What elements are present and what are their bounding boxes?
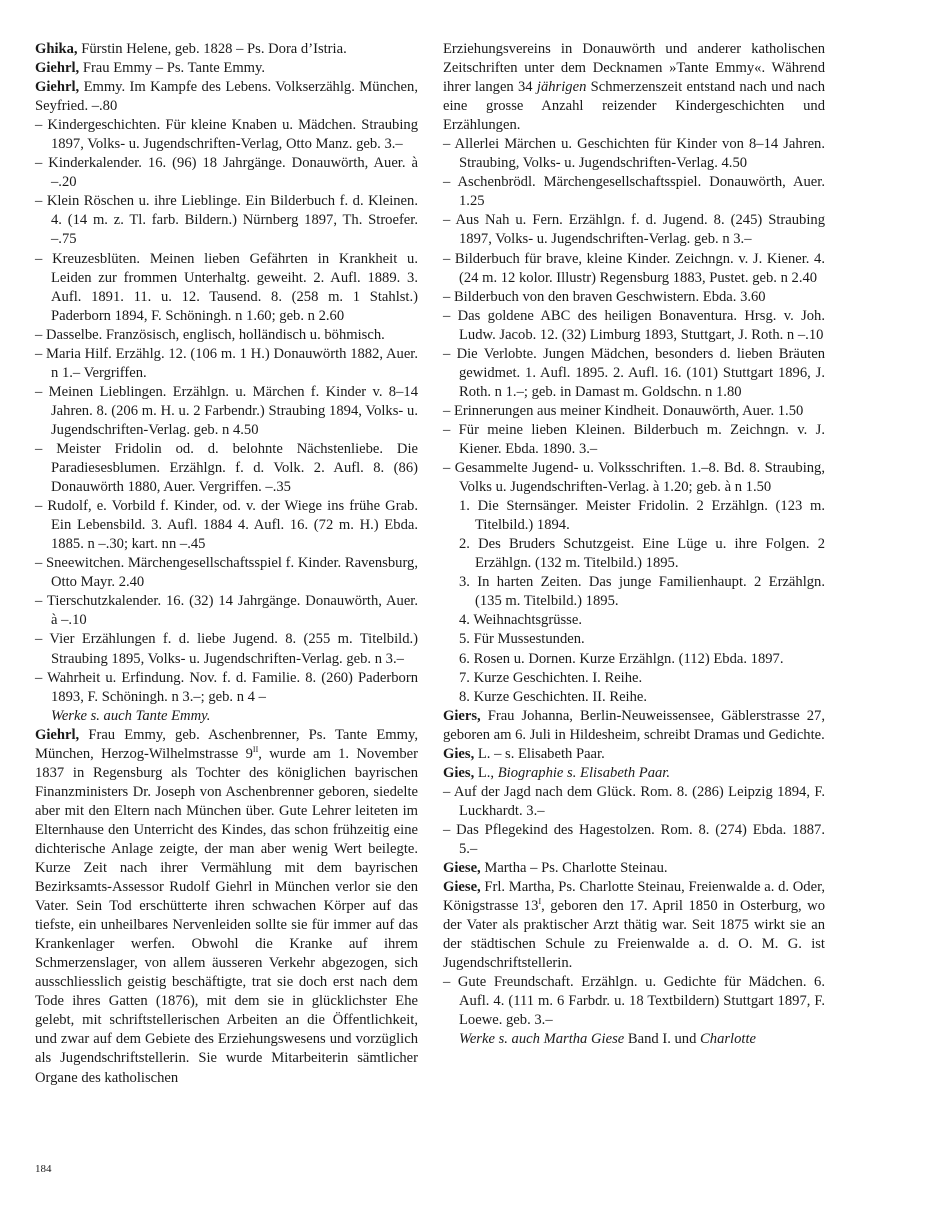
- work-list-item: – Bilderbuch von den braven Geschwistern. Ebda. 3.60: [443, 288, 766, 305]
- entry-text: Erziehungsvereins in Donauwörth und anderer katholischen Zeitschriften unter dem Decknamen »Tante Emmy«. Während ihrer langen 34: [443, 41, 825, 96]
- work-list-item: – Meinen Lieblingen. Erzählgn. u. Märchen f. Kinder v. 8–14 Jahren. 8. (206 m. H. u. 2 Farbendr.) Straubing 1894, Volks- u. Jugendschriften-Verlag. geb. n 4.50: [35, 383, 418, 438]
- work-list-item: – Aschenbrödl. Märchengesellschaftsspiel. Donauwörth, Auer. 1.25: [443, 174, 825, 210]
- cross-reference-text: Werke s. auch Tante Emmy.: [51, 707, 211, 724]
- work-list-item: – Tierschutzkalender. 16. (32) 14 Jahrgänge. Donauwörth, Auer. à –.10: [35, 593, 418, 629]
- work-list-item: – Gute Freundschaft. Erzählgn. u. Gedichte für Mädchen. 6. Aufl. 4. (111 m. 6 Farbdr. u. 18 Textbildern) Stuttgart 1897, F. Loewe. geb. 3.–: [443, 974, 825, 1029]
- entry-paragraph: [443, 745, 825, 764]
- entry-text: Frl. Martha, Ps. Charlotte Steinau, Freienwalde a. d. Oder, Königstrasse 13: [443, 879, 825, 915]
- entry-text: Schmerzenszeit entstand nach und nach eine grosse Anzahl reizender Kindergeschichten und Erzählungen.: [443, 79, 825, 134]
- work-list-item: – Klein Röschen u. ihre Lieblinge. Ein Bilderbuch f. d. Kleinen. 4. (14 m. z. Tl. farb. Bildern.) Nürnberg 1897, Th. Stroefer. –.75: [35, 193, 418, 248]
- entry-paragraph: [443, 859, 825, 878]
- entry-reference: Biographie s. Elisabeth Paar.: [497, 764, 671, 781]
- work-list-item: – Rudolf, e. Vorbild f. Kinder, od. v. der Wiege ins frühe Grab. Ein Lebensbild. 3. Aufl. 1884 4. Aufl. 16. (72 m. H.) Ebda. 1885. n –.30; kart. nn –.45: [35, 498, 418, 553]
- entry-text: Frau Johanna, Berlin-Neuweissensee, Gäblerstrasse 27, geboren am 6. Juli in Hildesheim, schreibt Dramas und Gedichte.: [443, 707, 825, 743]
- work-list-item: – Allerlei Märchen u. Geschichten für Kinder von 8–14 Jahren. Straubing, Volks- u. Jugendschriften-Verlag. 4.50: [443, 136, 825, 172]
- work-list-item: – Bilderbuch für brave, kleine Kinder. Zeichngn. v. J. Kiener. 4. (24 m. 12 kolor. Illustr) Regensburg 1883, Pustet. geb. n 2.40: [443, 250, 825, 286]
- entry-text: Martha – Ps. Charlotte Steinau.: [480, 860, 668, 877]
- volume-list-item: 3. In harten Zeiten. Das junge Familienhaupt. 2 Erzählgn. (135 m. Titelbild.) 1895.: [459, 574, 825, 610]
- entry-text: , wurde am 1. November 1837 in Regensburg als Tochter des königlichen bayrischen Finanzministers Dr. Joseph von Aschenbrenner geboren, siedelte aber mit den Eltern nach München über. Gute Lehrer leiteten im Elternhause den Unterricht des Kindes, das schon frühzeitig eine dichterische Anlage zeigte, der man aber wenig Wert beilegte. Kurze Zeit nach ihrer Vermählung mit dem bayrischen Bezirksamts-Assessor Rudolf Giehrl in München verlor sie den Vater. Sein Tod erschütterte ihren schwachen Körper auf das tiefste, ein unheilbares Nervenleiden sollte sie für immer auf das Krankenlager werfen. Obwohl die Kranke auf ihrem Schmerzenslager, von allem äusseren Verkehr abgezogen, sich ausschliesslich geistig beschäftigte, trat sie doch erst nach dem Tode ihres Gatten (1876), mit dem sie in glücklichster Ehe gelebt, mit schriftstellerischen Arbeiten an die Öffentlichkeit, und zwar auf dem Gebiete des Erziehungswesens und vorzüglich als Jugendschriftstellerin. Sie wurde Mitarbeiterin sämtlicher Organe des katholischen: [35, 745, 418, 1086]
- entry-name: Ghika,: [35, 41, 78, 57]
- entry-name: Giese,: [443, 860, 481, 877]
- floor-superscript: II: [252, 744, 259, 754]
- work-list-item: – Das goldene ABC des heiligen Bonaventura. Hrsg. v. Joh. Ludw. Jacob. 12. (32) Limburg 1893, Stuttgart, J. Roth. n –.10: [443, 307, 825, 343]
- entry-paragraph: [35, 40, 418, 59]
- work-list-item: – Dasselbe. Französisch, englisch, holländisch u. böhmisch.: [35, 326, 385, 343]
- entry-paragraph: [443, 878, 825, 973]
- entry-text: L.,: [474, 764, 498, 781]
- volume-list-item: 4. Weihnachtsgrüsse.: [459, 612, 582, 629]
- page-number: 184: [35, 1163, 52, 1175]
- entry-name: Giese,: [443, 879, 481, 896]
- volume-list-item: 1. Die Sternsänger. Meister Fridolin. 2 Erzählgn. (123 m. Titelbild.) 1894.: [459, 498, 825, 534]
- entry-text: Frau Emmy, geb. Aschenbrenner, Ps. Tante Emmy, München, Herzog-Wilhelmstrasse 9: [35, 726, 418, 762]
- volume-list-item: 7. Kurze Geschichten. I. Reihe.: [459, 669, 643, 686]
- work-list-item: – Erinnerungen aus meiner Kindheit. Donauwörth, Auer. 1.50: [443, 402, 804, 419]
- entry-text: Emmy. Im Kampfe des Lebens. Volkserzählg. München, Seyfried. –.80: [35, 79, 418, 115]
- volume-list-item: 6. Rosen u. Dornen. Kurze Erzählgn. (112) Ebda. 1897.: [459, 650, 784, 667]
- work-list-item: – Wahrheit u. Erfindung. Nov. f. d. Familie. 8. (260) Paderborn 1893, F. Schöningh. n 3.–; geb. n 4 –: [35, 669, 418, 705]
- entry-text: L. – s. Elisabeth Paar.: [474, 745, 605, 762]
- work-list-item: – Auf der Jagd nach dem Glück. Rom. 8. (286) Leipzig 1894, F. Luckhardt. 3.–: [443, 783, 825, 819]
- entry-name: Gies,: [443, 764, 475, 781]
- cross-reference-text: Charlotte: [700, 1031, 756, 1048]
- cross-reference-text: Werke s. auch Martha Giese: [459, 1031, 625, 1048]
- work-list-item: – Vier Erzählungen f. d. liebe Jugend. 8. (255 m. Titelbild.) Straubing 1895, Volks- u. Jugendschriften-Verlag. geb. n 3.–: [35, 631, 418, 667]
- entry-text: Frau Emmy – Ps. Tante Emmy.: [79, 60, 266, 77]
- volume-list-item: 8. Kurze Geschichten. II. Reihe.: [459, 688, 648, 705]
- work-list-item: – Sneewitchen. Märchengesellschaftsspiel f. Kinder. Ravensburg, Otto Mayr. 2.40: [35, 555, 418, 591]
- cross-reference: [35, 707, 418, 726]
- entry-text: , geboren den 17. April 1850 in Osterburg, wo der Vater als praktischer Arzt thätig war. Seit 1875 wirkt sie an der städtischen Schule zu Freienwalde a. d. O. M. G. ist Jugendschriftstellerin.: [443, 898, 825, 972]
- entry-name: Giers,: [443, 707, 481, 724]
- emphasis-text: jährigen: [536, 79, 587, 96]
- entry-paragraph: [35, 78, 418, 116]
- work-list-item: – Kreuzesblüten. Meinen lieben Gefährten in Krankheit u. Leiden zur frommen Unterhaltg. geweiht. 2. Aufl. 1889. 3. Aufl. 1891. 11. u. 12. Tausend. 8. (258 m. 1 Stahlst.) Paderborn 1894, F. Schöningh. n 1.60; geb. n 2.60: [35, 250, 418, 324]
- cross-reference-text: Band I. und: [624, 1031, 701, 1048]
- entry-text: Fürstin Helene, geb. 1828 – Ps. Dora d’Istria.: [77, 41, 347, 57]
- floor-superscript: I: [538, 897, 542, 907]
- entry-name: Gies,: [443, 745, 475, 762]
- work-list-item: – Meister Fridolin od. d. belohnte Nächstenliebe. Die Paradiesesblumen. Erzählgn. f. d. Volk. 2. Aufl. 8. (86) Donauwörth 1880, Auer. Vergriffen. –.35: [35, 440, 418, 496]
- work-list-item: – Gesammelte Jugend- u. Volksschriften. 1.–8. Bd. 8. Straubing, Volks u. Jugendschriften-Verlag. à 1.20; geb. à n 1.50: [443, 460, 825, 496]
- work-list-item: – Aus Nah u. Fern. Erzählgn. f. d. Jugend. 8. (245) Straubing 1897, Volks- u. Jugendschriften-Verlag. geb. n 3.–: [443, 212, 825, 248]
- entry-paragraph: [443, 707, 825, 745]
- entry-paragraph: [35, 59, 418, 78]
- entry-name: Giehrl,: [35, 79, 80, 96]
- work-list-item: – Maria Hilf. Erzählg. 12. (106 m. 1 H.) Donauwörth 1882, Auer. n 1.– Vergriffen.: [35, 345, 418, 381]
- left-column: [35, 40, 418, 1088]
- work-list-item: – Kinderkalender. 16. (96) 18 Jahrgänge. Donauwörth, Auer. à –.20: [35, 155, 418, 191]
- entry-continuation: [443, 40, 825, 135]
- entry-name: Giehrl,: [35, 726, 80, 743]
- entry-paragraph: [35, 726, 418, 1088]
- cross-reference: [443, 1030, 825, 1049]
- entry-name: Giehrl,: [35, 60, 80, 77]
- work-list-item: – Für meine lieben Kleinen. Bilderbuch m. Zeichngn. v. J. Kiener. Ebda. 1890. 3.–: [443, 421, 825, 457]
- work-list-item: – Die Verlobte. Jungen Mädchen, besonders d. lieben Bräuten gewidmet. 1. Aufl. 1895. 2. Aufl. 16. (101) Stuttgart 1896, J. Roth. n 1.–; geb. in Damast m. Goldschn. n 1.80: [443, 345, 825, 400]
- right-column: [443, 40, 825, 1049]
- work-list-item: – Das Pflegekind des Hagestolzen. Rom. 8. (274) Ebda. 1887. 5.–: [443, 821, 825, 857]
- volume-list-item: 5. Für Mussestunden.: [459, 631, 585, 648]
- volume-list-item: 2. Des Bruders Schutzgeist. Eine Lüge u. ihre Folgen. 2 Erzählgn. (132 m. Titelbild.) 1895.: [459, 536, 825, 572]
- entry-paragraph: [443, 764, 825, 783]
- work-list-item: – Kindergeschichten. Für kleine Knaben u. Mädchen. Straubing 1897, Volks- u. Jugendschriften-Verlag, Otto Manz. geb. 3.–: [35, 117, 418, 153]
